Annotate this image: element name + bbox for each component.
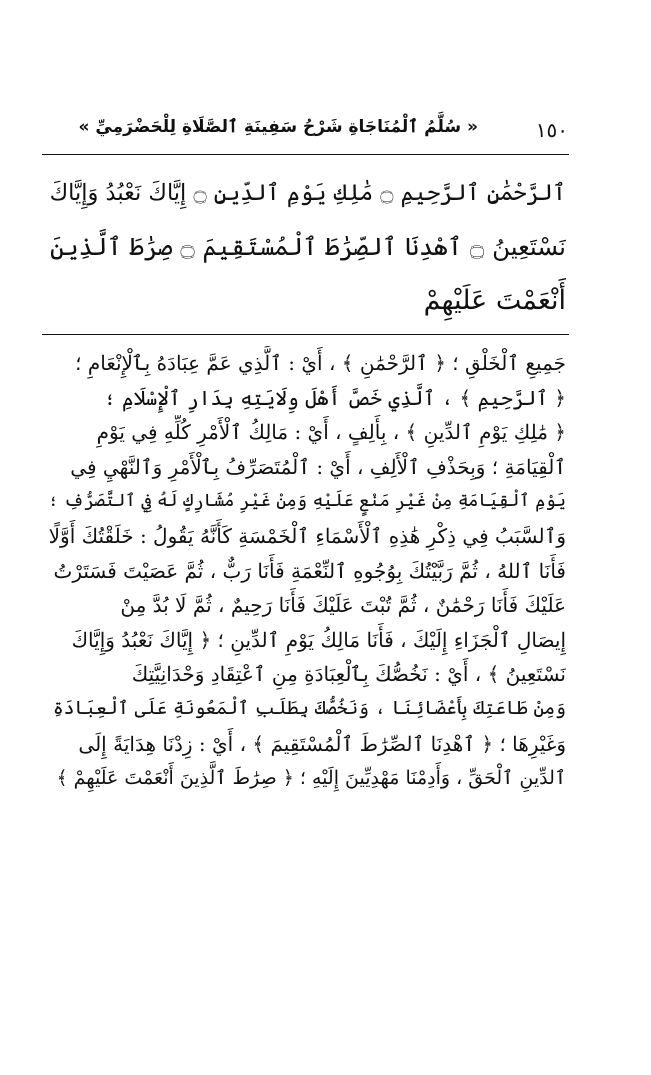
commentary-line: إِيصَالِ ٱلْجَزَاءِ إِلَيْكَ ، فَأَنَا مَالِكُ يَوْمِ ٱلدِّينِ ؛ ﴿ إِيَّاكَ نَعْبُدُ وَإِيَّاكَ xyxy=(71,627,566,652)
commentary-line: ﴿ مَٰلِكِ يَوْمِ ٱلدِّينِ ﴾ ، بِأَلِفٍ ، أَيْ : مَالِكُ ٱلْأَمْرِ كُلِّهِ فِي يَوْمِ xyxy=(96,420,566,445)
commentary-line: وَٱلسَّبَبُ فِي ذِكْرِ هَٰذِهِ ٱلْأَسْمَاءِ ٱلْخَمْسَةِ كَأَنَّهُ يَقُولُ : خَلَقْتُكَ أَوَّلًا xyxy=(48,523,566,548)
commentary-line: نَسْتَعِينُ ﴾ ، أَيْ : نَخُصُّكَ بِٱلْعِبَادَةِ مِنِ ٱعْتِقَادِ وَحْدَانِيَّتِكَ xyxy=(131,662,566,687)
commentary-line: ٱلْقِيَامَةِ ؛ وَبِحَذْفِ ٱلْأَلِفِ ، أَيْ : ٱلْمُتَصَرِّفُ بِٱلْأَمْرِ وَٱلنَّهْيِ فِي xyxy=(70,454,566,479)
commentary-line: وَمِنْ طَاعَتِكَ بِأَعْضَائِنَا ، وَنَخُصُّكَ بِطَلَبِ ٱلْمَعُونَةِ عَلَى ٱلْعِبَادَةِ xyxy=(52,697,566,719)
quran-verse-block xyxy=(44,166,566,328)
commentary-line: ﴿ ٱلرَّحِيمِ ﴾ ، ٱلَّذِي خَصَّ أَهْلَ وِلَايَتِهِ بِدَارِ ٱلْإِسْلَامِ ؛ xyxy=(103,385,566,410)
commentary-line: عَلَيْكَ فَأَنَا رَحْمَٰنٌ ، ثُمَّ تُبْتَ عَلَيْكَ فَأَنَا رَحِيمٌ ، ثُمَّ لَا بُدَّ مِنْ xyxy=(120,593,566,618)
commentary-text xyxy=(44,346,566,796)
page-header xyxy=(42,116,568,148)
commentary-line: ٱلدِّينِ ٱلْحَقِّ ، وَأَدِمْنَا مَهْدِيِّينَ إِلَيْهِ ؛ ﴿ صِرَٰطَ ٱلَّذِينَ أَنْعَمْتَ عَلَيْهِمْ ﴾ xyxy=(56,767,566,790)
commentary-line: يَوْمِ ٱلْقِيَامَةِ مِنْ غَيْرِ مَنْعٍ عَلَيْهِ وَمِنْ غَيْرِ مُشَارِكٍ لَهُ فِي ٱلتَّصَرُّفِ ؛ xyxy=(48,491,566,512)
header-divider xyxy=(42,154,569,155)
section-divider xyxy=(42,334,569,335)
page-number: ١٥٠ xyxy=(535,118,568,142)
running-title: « سُلَّمُ ٱلْمُنَاجَاةِ شَرْحُ سَفِينَةِ ٱلصَّلَاةِ لِلْحَضْرَمِيِّ » xyxy=(78,117,478,137)
quran-line: ٱلرَّحْمَٰنِ ٱلرَّحِيمِ ۝ مَٰلِكِ يَوْمِ ٱلدِّينِ ۝ إِيَّاكَ نَعْبُدُ وَإِيَّاكَ xyxy=(49,180,566,206)
commentary-line: وَغَيْرِهَا ؛ ﴿ ٱهْدِنَا ٱلصِّرَٰطَ ٱلْمُسْتَقِيمَ ﴾ ، أَيْ : زِدْنَا هِدَايَةً إِلَى xyxy=(78,731,566,756)
commentary-line: جَمِيعِ ٱلْخَلْقِ ؛ ﴿ ٱلرَّحْمَٰنِ ﴾ ، أَيْ : ٱلَّذِي عَمَّ عِبَادَهُ بِٱلْإِنْعَامِ ؛ xyxy=(75,351,566,375)
quran-line: أَنْعَمْتَ عَلَيْهِمْ xyxy=(423,285,566,316)
quran-line: نَسْتَعِينُ ۝ ٱهْدِنَا ٱلصِّرَٰطَ ٱلْمُسْتَقِيمَ ۝ صِرَٰطَ ٱلَّذِينَ xyxy=(49,232,566,261)
commentary-line: فَأَنَا ٱللهُ ، ثُمَّ رَبَّيْتُكَ بِوُجُوهِ ٱلنِّعْمَةِ فَأَنَا رَبٌّ ، ثُمَّ عَصَيْتَ فَسَتَرْتُ xyxy=(53,558,566,583)
